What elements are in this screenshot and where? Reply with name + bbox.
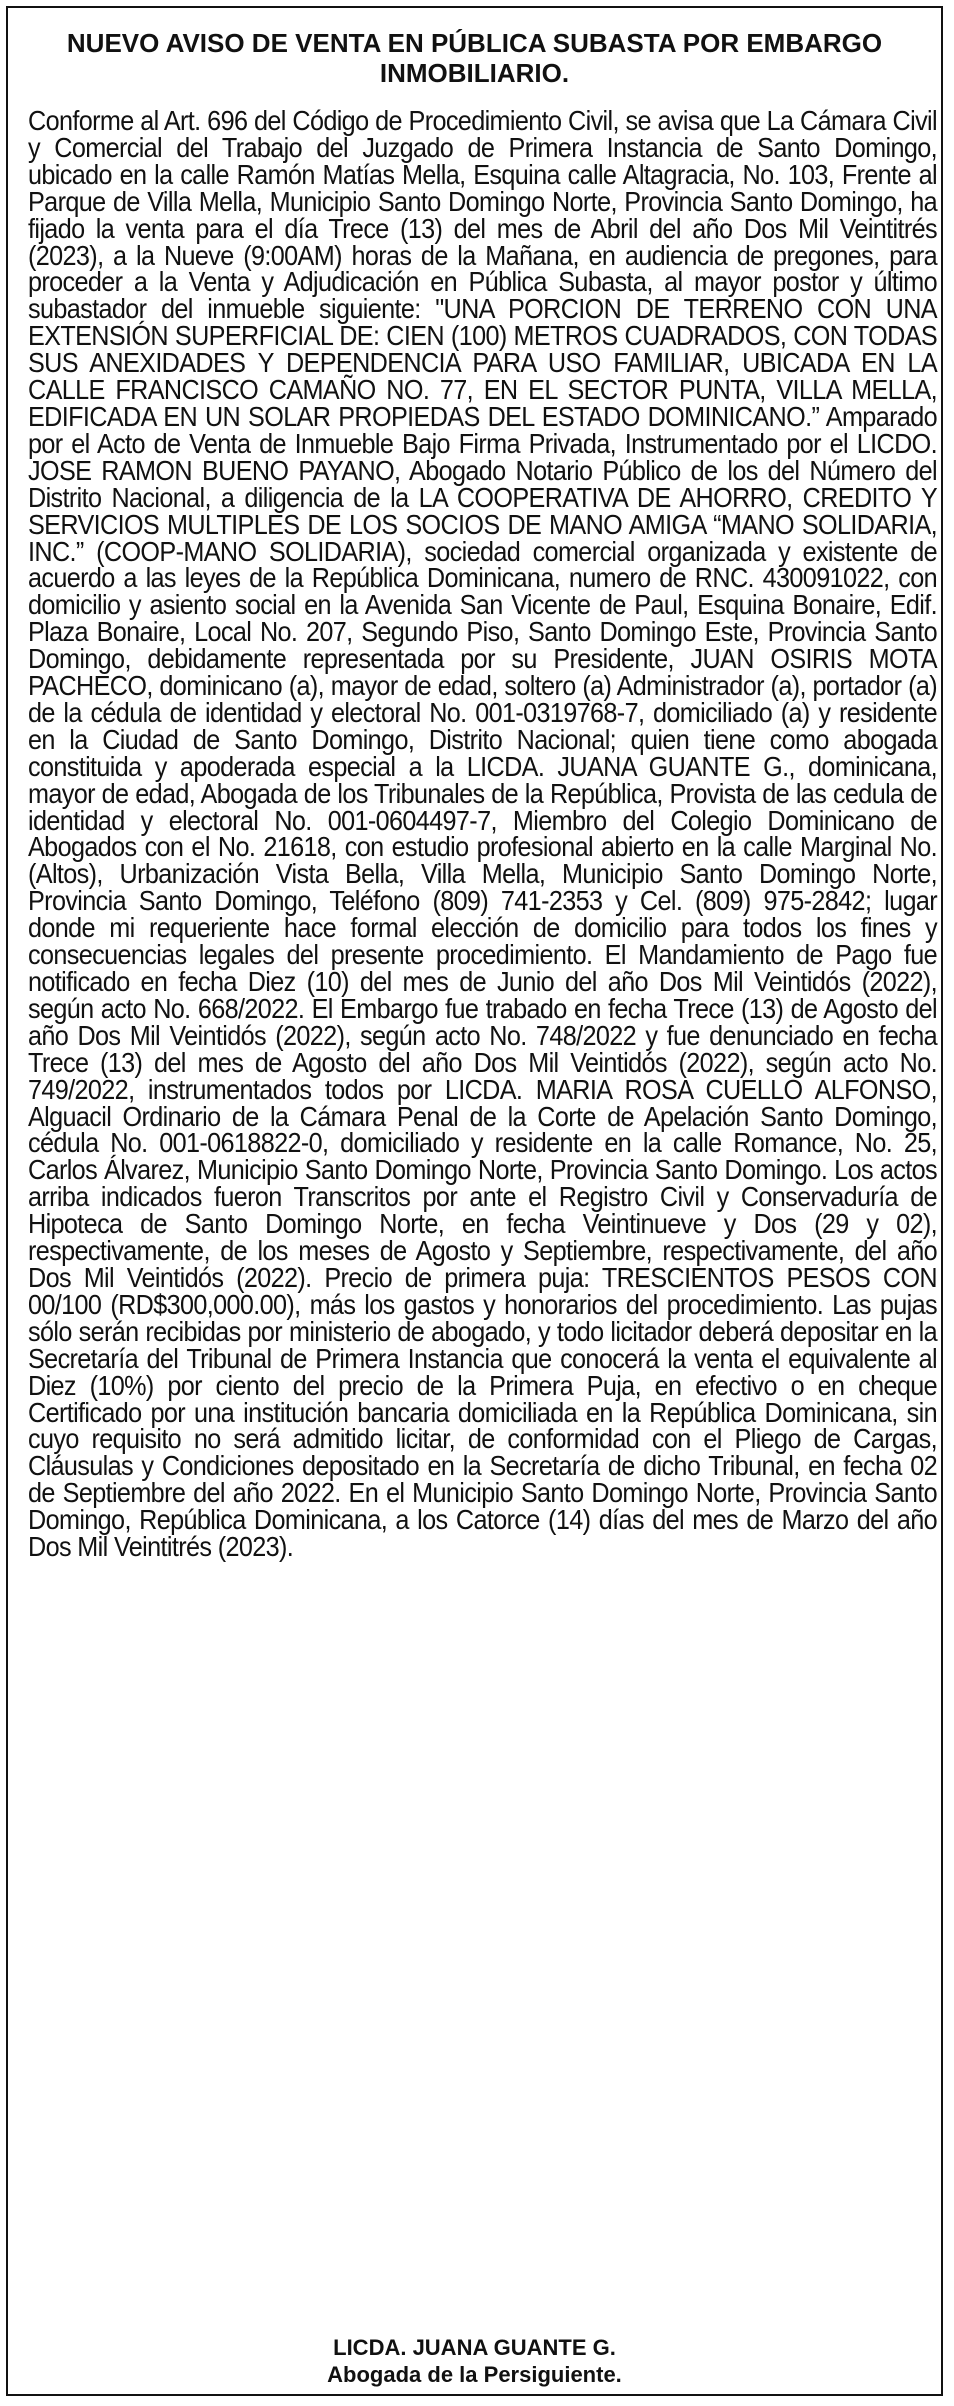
notice-frame (6, 6, 943, 2396)
signature-name: LICDA. JUANA GUANTE G. (333, 2335, 616, 2360)
notice-body: Conforme al Art. 696 del Código de Procedimiento Civil, se avisa que La Cámara Civil y Comercial del Trabajo del Juzgado de Primera Instancia de Santo Domingo, ubicado en la calle Ramón Matías Mella, Esquina calle Altagracia, No. 103, Frente al Parque de Villa Mella, Municipio Santo Domingo Norte, Provincia Santo Domingo, ha fijado la venta para el día Trece (13) del mes de Abril del año Dos Mil Veintitrés (2023), a la Nueve (9:00AM) horas de la Mañana, en audiencia de pregones, para proceder a la Venta y Adjudicación en Pública Subasta, al mayor postor y último subastador del inmueble siguiente: "UNA PORCION DE TERRENO CON UNA EXTENSIÓN SUPERFICIAL DE: CIEN (100) METROS CUADRADOS, CON TODAS SUS ANEXIDADES Y DEPENDENCIA PARA USO FAMILIAR, UBICADA EN LA CALLE FRANCISCO CAMAÑO NO. 77, EN EL SECTOR PUNTA, VILLA MELLA, EDIFICADA EN UN SOLAR PROPIEDAS DEL ESTADO DOMINICANO.” Amparado por el Acto de Venta de Inmueble Bajo Firma Privada, Instrumentado por el LICDO. JOSE RAMON BUENO PAYANO, Abogado Notario Público de los del Número del Distrito Nacional, a diligencia de la LA COOPERATIVA DE AHORRO, CREDITO Y SERVICIOS MULTIPLES DE LOS SOCIOS DE MANO AMIGA “MANO SOLIDARIA, INC.” (COOP-MANO SOLIDARIA), sociedad comercial organizada y existente de acuerdo a las leyes de la República Dominicana, numero de RNC. 430091022, con domicilio y asiento social en la Avenida San Vicente de Paul, Esquina Bonaire, Edif. Plaza Bonaire, Local No. 207, Segundo Piso, Santo Domingo Este, Provincia Santo Domingo, debidamente representada por su Presidente, JUAN OSIRIS MOTA PACHECO, dominicano (a), mayor de edad, soltero (a) Administrador (a), portador (a) de la cédula de identidad y electoral No. 001-0319768-7, domiciliado (a) y residente en la Ciudad de Santo Domingo, Distrito Nacional; quien tiene como abogada constituida y apoderada especial a la LICDA. JUANA GUANTE G., dominicana, mayor de edad, Abogada de los Tribunales de la República, Provista de las cedula de identidad y electoral No. 001-0604497-7, Miembro del Colegio Dominicano de Abogados con el No. 21618, con estudio profesional abierto en la calle Marginal No. (Altos), Urbanización Vista Bella, Villa Mella, Municipio Santo Domingo Norte, Provincia Santo Domingo, Teléfono (809) 741-2353 y Cel. (809) 975-2842; lugar donde mi requeriente hace formal elección de domicilio para todos los fines y consecuencias legales del presente procedimiento. El Mandamiento de Pago fue notificado en fecha Diez (10) del mes de Junio del año Dos Mil Veintidós (2022), según acto No. 668/2022. El Embargo fue trabado en fecha Trece (13) de Agosto del año Dos Mil Veintidós (2022), según acto No. 748/2022 y fue denunciado en fecha Trece (13) del mes de Agosto del año Dos Mil Veintidós (2022), según acto No. 749/2022, instrumentados todos por LICDA. MARIA ROSA CUELLO ALFONSO, Alguacil Ordinario de la Cámara Penal de la Corte de Apelación Santo Domingo, cédula No. 001-0618822-0, domiciliado y residente en la calle Romance, No. 25, Carlos Álvarez, Municipio Santo Domingo Norte, Provincia Santo Domingo. Los actos arriba indicados fueron Transcritos por ante el Registro Civil y Conservaduría de Hipoteca de Santo Domingo Norte, en fecha Veintinueve y Dos (29 y 02), respectivamente, de los meses de Agosto y Septiembre, respectivamente, del año Dos Mil Veintidós (2022). Precio de primera puja: TRESCIENTOS PESOS CON 00/100 (RD$300,000.00), más los gastos y honorarios del procedimiento. Las pujas sólo serán recibidas por ministerio de abogado, y todo licitador deberá depositar en la Secretaría del Tribunal de Primera Instancia que conocerá la venta el equivalente al Diez (10%) por ciento del precio de la Primera Puja, en efectivo o en cheque Certificado por una institución bancaria domiciliada en la República Dominicana, sin cuyo requisito no será admitido licitar, de conformidad con el Pliego de Cargas, Cláusulas y Condiciones depositado en la Secretaría de dicho Tribunal, en fecha 02 de Septiembre del año 2022. En el Municipio Santo Domingo Norte, Provincia Santo Domingo, República Dominicana, a los Catorce (14) días del mes de Marzo del año Dos Mil Veintitrés (2023). (28, 105, 937, 1563)
notice-title: NUEVO AVISO DE VENTA EN PÚBLICA SUBASTA POR EMBARGO INMOBILIARIO. (66, 28, 883, 88)
signature-role: Abogada de la Persiguiente. (327, 2362, 622, 2387)
signature-block (8, 2334, 941, 2388)
